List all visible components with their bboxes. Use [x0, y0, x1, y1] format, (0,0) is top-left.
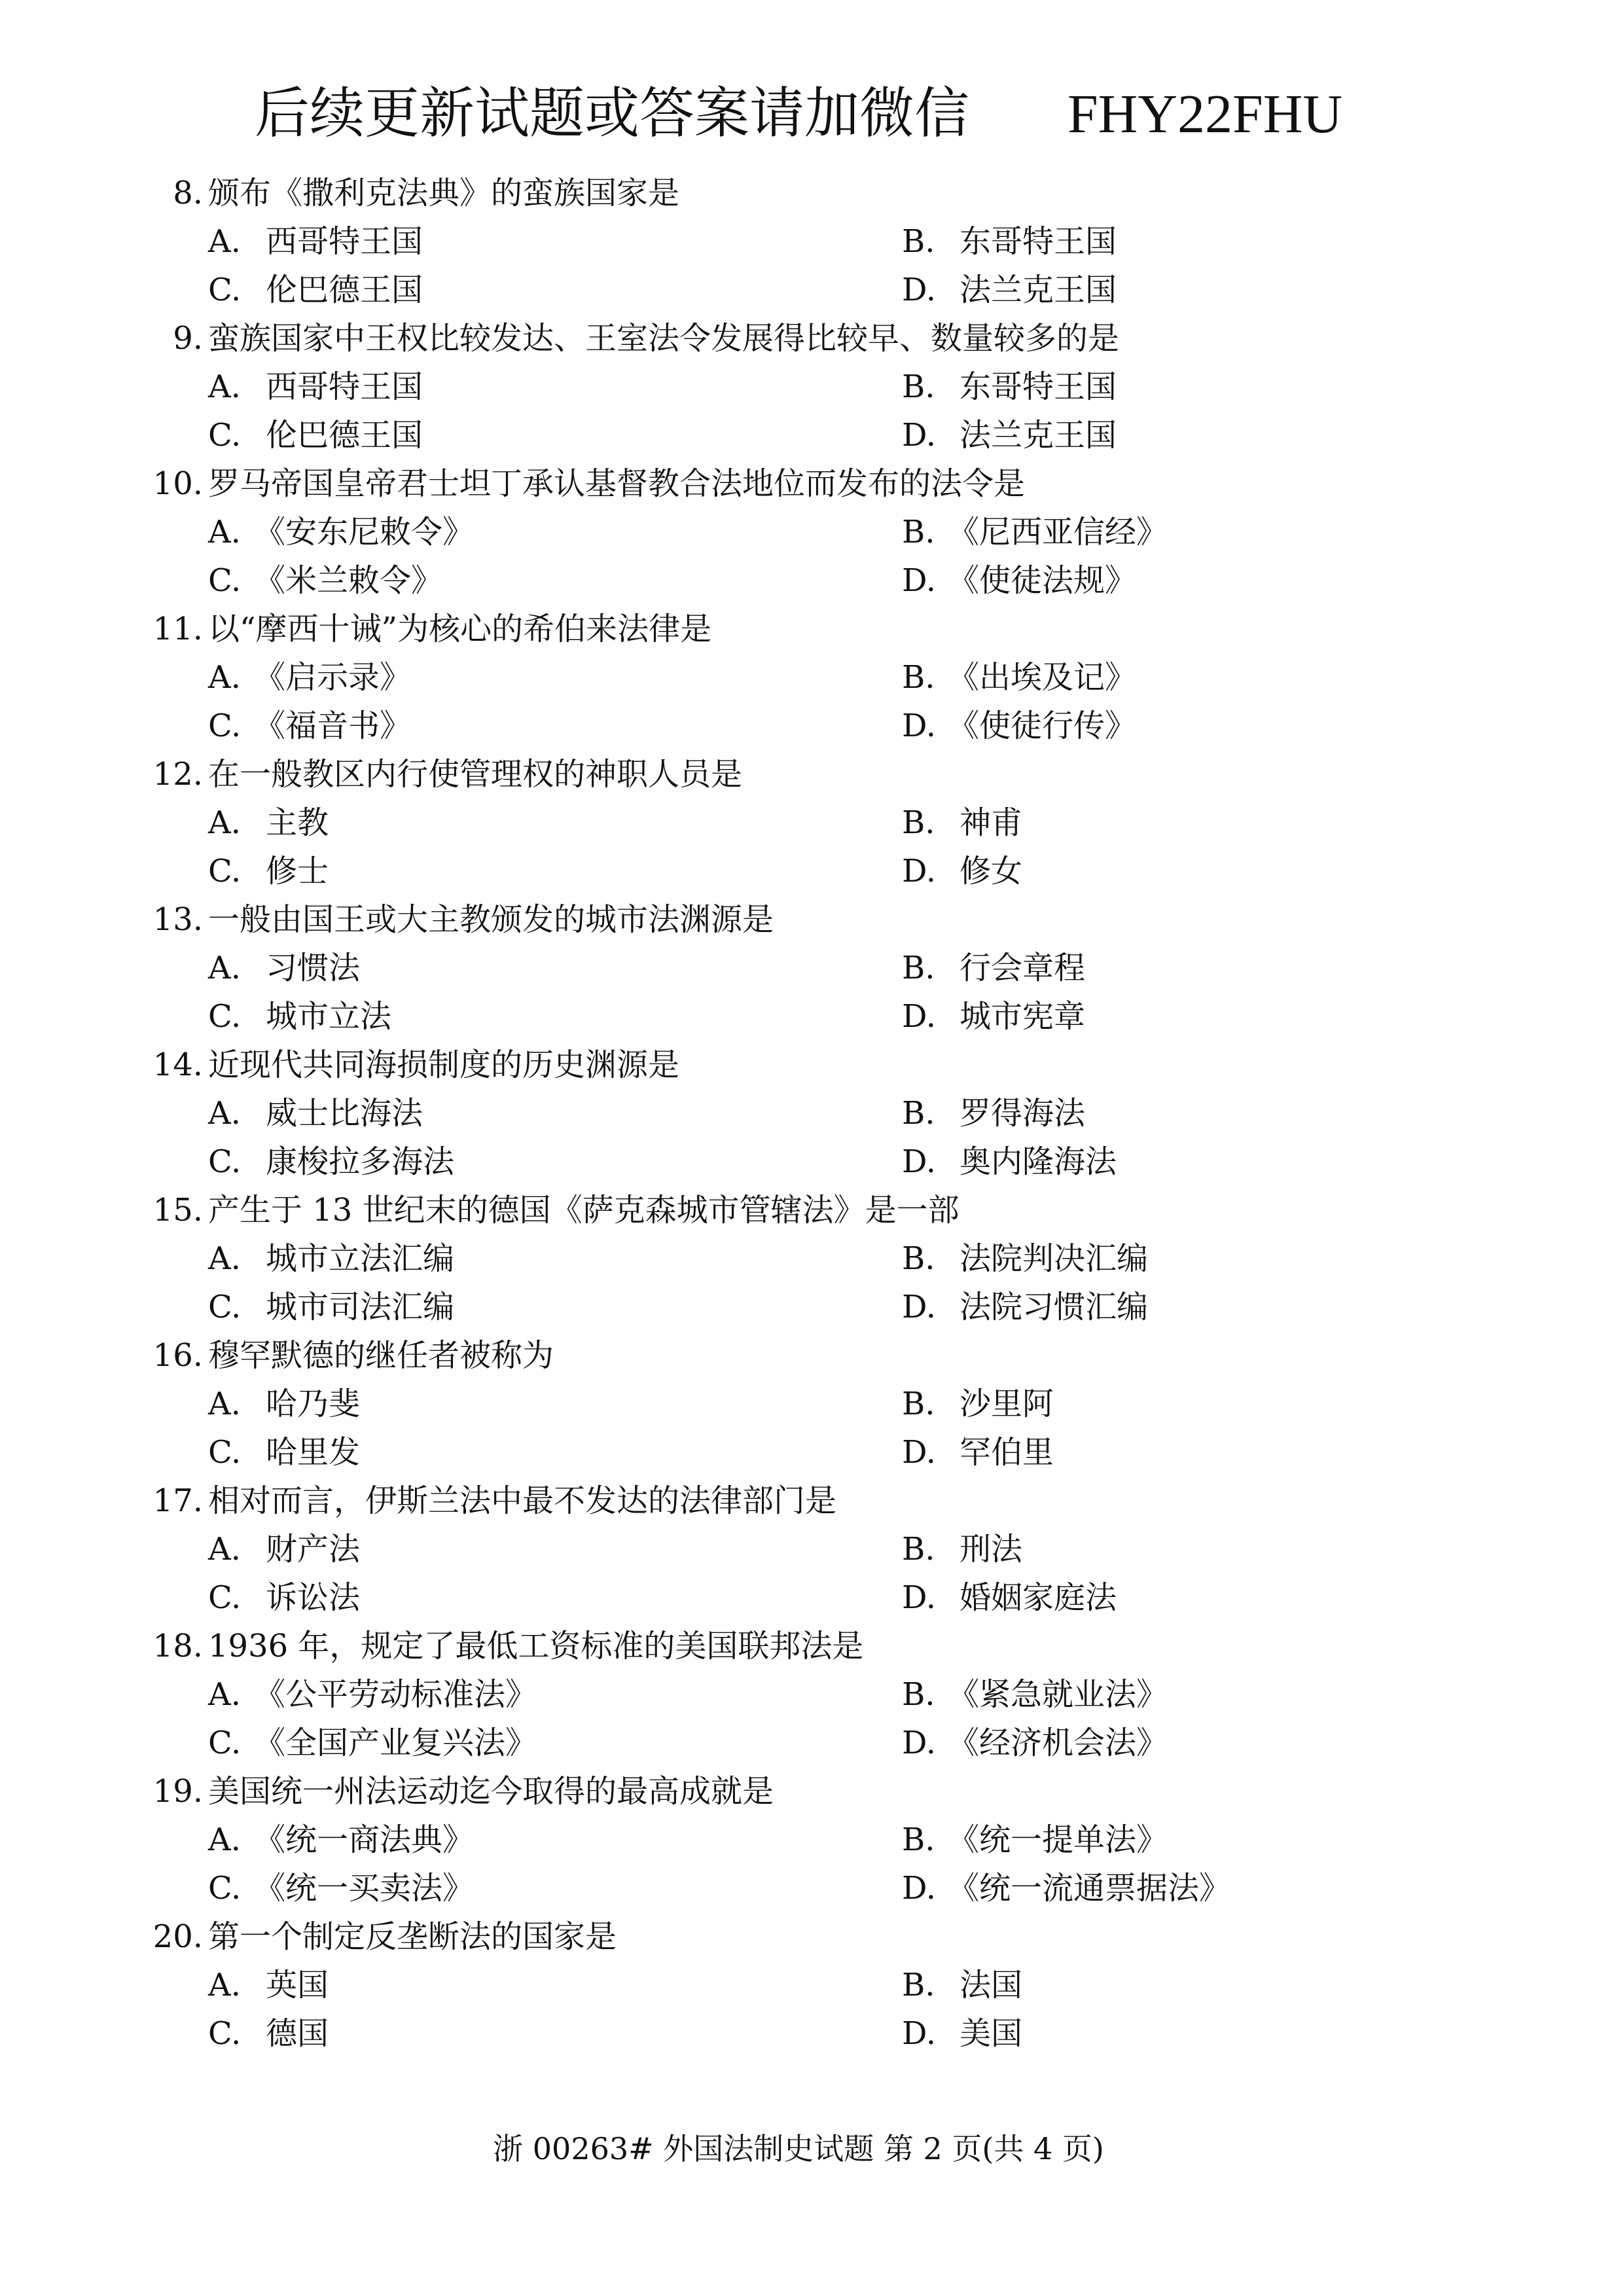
- option-c: [208, 266, 423, 314]
- option-text: 《紧急就业法》: [948, 1676, 1168, 1713]
- option-a: [208, 1089, 423, 1138]
- option-d: [902, 411, 1117, 459]
- question-16: [0, 1331, 1597, 1477]
- option-row: [0, 1234, 1597, 1283]
- option-letter: C.: [208, 272, 242, 308]
- option-text: 沙里阿: [960, 1386, 1054, 1422]
- option-c: [208, 411, 423, 459]
- option-b: [902, 508, 1168, 556]
- page-header: [0, 77, 1597, 151]
- question-number: 15.: [153, 1192, 203, 1229]
- option-b: [902, 1961, 1022, 2009]
- option-letter: D.: [902, 2015, 937, 2052]
- option-a: [208, 508, 474, 556]
- question-number: 14.: [153, 1047, 203, 1083]
- option-c: [208, 1573, 360, 1622]
- option-letter: D.: [902, 272, 937, 308]
- option-text: 罕伯里: [960, 1434, 1054, 1471]
- question-stem: 在一般教区内行使管理权的神职人员是: [208, 756, 743, 793]
- option-a: [208, 1234, 454, 1283]
- option-text: 伦巴德王国: [266, 272, 423, 308]
- question-number: 10.: [153, 465, 203, 502]
- option-letter: A.: [208, 950, 241, 986]
- option-letter: B.: [902, 1821, 935, 1858]
- option-a: [208, 1670, 537, 1719]
- question-19: [0, 1767, 1597, 1912]
- option-d: [902, 1573, 1117, 1622]
- option-text: 《统一商法典》: [254, 1821, 475, 1858]
- option-c: [208, 1428, 360, 1477]
- option-c: [208, 702, 411, 750]
- option-d: [902, 1428, 1054, 1477]
- option-letter: B.: [902, 1531, 935, 1568]
- option-d: [902, 1864, 1230, 1912]
- header-title: 后续更新试题或答案请加微信: [254, 81, 969, 145]
- question-list: [0, 169, 1597, 2058]
- option-text: 《米兰敕令》: [254, 562, 443, 599]
- option-row: [0, 508, 1597, 556]
- option-row: [0, 1573, 1597, 1622]
- option-d: [902, 1719, 1168, 1767]
- option-row: [0, 1283, 1597, 1331]
- option-letter: A.: [208, 1240, 241, 1277]
- question-stem: 1936 年，规定了最低工资标准的美国联邦法是: [208, 1628, 864, 1664]
- option-d: [902, 2009, 1022, 2058]
- option-c: [208, 992, 391, 1041]
- question-number: 19.: [153, 1773, 203, 1810]
- option-letter: C.: [208, 998, 242, 1035]
- option-text: 哈里发: [266, 1434, 361, 1471]
- option-row: [0, 1670, 1597, 1719]
- question-9: [0, 314, 1597, 459]
- header-code: FHY22FHU: [1067, 84, 1343, 145]
- question-stem: 罗马帝国皇帝君士坦丁承认基督教合法地位而发布的法令是: [208, 465, 1026, 502]
- option-letter: B.: [902, 659, 935, 696]
- option-text: 城市立法: [266, 998, 392, 1035]
- option-c: [208, 847, 329, 895]
- option-text: 财产法: [266, 1531, 361, 1568]
- option-d: [902, 266, 1117, 314]
- option-text: 《经济机会法》: [948, 1725, 1168, 1761]
- option-row: [0, 847, 1597, 895]
- question-stem-row: [0, 1622, 1597, 1670]
- option-text: 《尼西亚信经》: [948, 514, 1168, 550]
- option-letter: D.: [902, 1870, 937, 1907]
- option-row: [0, 1864, 1597, 1912]
- option-text: 城市司法汇编: [266, 1289, 455, 1325]
- question-18: [0, 1622, 1597, 1767]
- option-letter: A.: [208, 804, 241, 841]
- question-10: [0, 459, 1597, 605]
- option-a: [208, 944, 360, 992]
- question-number: 17.: [153, 1482, 203, 1519]
- option-letter: D.: [902, 998, 937, 1035]
- question-number: 12.: [153, 756, 203, 793]
- option-letter: C.: [208, 2015, 242, 2052]
- option-letter: A.: [208, 1531, 241, 1568]
- question-stem: 穆罕默德的继任者被称为: [208, 1337, 554, 1374]
- option-letter: C.: [208, 1143, 242, 1180]
- option-row: [0, 992, 1597, 1041]
- question-stem-row: [0, 1331, 1597, 1380]
- option-a: [208, 1816, 474, 1864]
- option-text: 诉讼法: [266, 1579, 361, 1616]
- option-letter: D.: [902, 1434, 937, 1471]
- question-stem: 一般由国王或大主教颁发的城市法渊源是: [208, 901, 774, 938]
- question-number: 13.: [153, 901, 203, 938]
- option-letter: D.: [902, 417, 937, 454]
- option-a: [208, 798, 329, 847]
- option-letter: C.: [208, 1434, 242, 1471]
- option-text: 修女: [960, 853, 1023, 889]
- option-letter: D.: [902, 1725, 937, 1761]
- option-a: [208, 1525, 360, 1573]
- question-stem: 相对而言，伊斯兰法中最不发达的法律部门是: [208, 1482, 837, 1519]
- question-stem-row: [0, 895, 1597, 944]
- option-letter: D.: [902, 853, 937, 889]
- option-letter: B.: [902, 1967, 935, 2003]
- option-text: 城市宪章: [960, 998, 1086, 1035]
- option-text: 威士比海法: [266, 1095, 423, 1132]
- option-text: 《统一提单法》: [948, 1821, 1168, 1858]
- option-b: [902, 798, 1022, 847]
- question-stem-row: [0, 605, 1597, 653]
- option-text: 《统一流通票据法》: [948, 1870, 1231, 1907]
- question-stem-row: [0, 314, 1597, 363]
- question-stem-row: [0, 1477, 1597, 1525]
- option-d: [902, 702, 1136, 750]
- option-text: 法国: [960, 1967, 1023, 2003]
- question-8: [0, 169, 1597, 314]
- question-stem-row: [0, 459, 1597, 508]
- option-row: [0, 2009, 1597, 2058]
- option-a: [208, 217, 423, 266]
- question-number: 8.: [173, 175, 203, 211]
- option-text: 刑法: [960, 1531, 1023, 1568]
- option-letter: A.: [208, 659, 241, 696]
- question-stem: 以“摩西十诫”为核心的希伯来法律是: [208, 611, 712, 647]
- option-b: [902, 1525, 1022, 1573]
- option-letter: A.: [208, 223, 241, 260]
- option-text: 习惯法: [266, 950, 361, 986]
- option-a: [208, 363, 423, 411]
- option-row: [0, 1428, 1597, 1477]
- question-12: [0, 750, 1597, 895]
- option-d: [902, 992, 1085, 1041]
- option-row: [0, 556, 1597, 605]
- option-text: 城市立法汇编: [266, 1240, 455, 1277]
- option-text: 《安东尼敕令》: [254, 514, 475, 550]
- question-number: 18.: [153, 1628, 203, 1664]
- option-b: [902, 1816, 1168, 1864]
- question-11: [0, 605, 1597, 750]
- question-13: [0, 895, 1597, 1041]
- option-letter: B.: [902, 1095, 935, 1132]
- question-stem: 颁布《撒利克法典》的蛮族国家是: [208, 175, 680, 211]
- option-text: 法院习惯汇编: [960, 1289, 1149, 1325]
- option-letter: B.: [902, 1676, 935, 1713]
- option-b: [902, 1234, 1148, 1283]
- option-text: 法院判决汇编: [960, 1240, 1149, 1277]
- option-b: [902, 1380, 1054, 1428]
- option-row: [0, 1525, 1597, 1573]
- option-letter: A.: [208, 1676, 241, 1713]
- option-row: [0, 1719, 1597, 1767]
- question-17: [0, 1477, 1597, 1622]
- option-letter: B.: [902, 514, 935, 550]
- option-b: [902, 363, 1117, 411]
- option-row: [0, 702, 1597, 750]
- option-letter: D.: [902, 1143, 937, 1180]
- question-number: 11.: [153, 611, 203, 647]
- option-row: [0, 1380, 1597, 1428]
- option-text: 西哥特王国: [266, 223, 423, 260]
- option-row: [0, 411, 1597, 459]
- option-letter: D.: [902, 562, 937, 599]
- option-text: 德国: [266, 2015, 329, 2052]
- option-text: 神甫: [960, 804, 1023, 841]
- option-text: 法兰克王国: [960, 272, 1117, 308]
- page-footer: 浙 00263# 外国法制史试题 第 2 页(共 4 页): [493, 2131, 1104, 2166]
- option-row: [0, 363, 1597, 411]
- option-c: [208, 2009, 329, 2058]
- option-text: 行会章程: [960, 950, 1086, 986]
- question-stem-row: [0, 1041, 1597, 1089]
- question-15: [0, 1186, 1597, 1331]
- option-letter: D.: [902, 1579, 937, 1616]
- option-row: [0, 1816, 1597, 1864]
- option-letter: C.: [208, 1870, 242, 1907]
- option-text: 《出埃及记》: [948, 659, 1137, 696]
- option-text: 东哥特王国: [960, 368, 1117, 405]
- option-row: [0, 1961, 1597, 2009]
- question-stem: 美国统一州法运动迄今取得的最高成就是: [208, 1773, 774, 1810]
- option-letter: C.: [208, 1725, 242, 1761]
- option-a: [208, 1380, 360, 1428]
- option-text: 《使徒法规》: [948, 562, 1137, 599]
- option-letter: B.: [902, 1240, 935, 1277]
- question-number: 9.: [173, 320, 203, 357]
- question-stem: 蛮族国家中王权比较发达、王室法令发展得比较早、数量较多的是: [208, 320, 1120, 357]
- option-d: [902, 556, 1136, 605]
- option-a: [208, 1961, 329, 2009]
- question-stem-row: [0, 169, 1597, 217]
- option-text: 康梭拉多海法: [266, 1143, 455, 1180]
- option-letter: B.: [902, 368, 935, 405]
- question-number: 16.: [153, 1337, 203, 1374]
- option-a: [208, 653, 411, 702]
- option-row: [0, 1138, 1597, 1186]
- option-letter: C.: [208, 562, 242, 599]
- option-row: [0, 266, 1597, 314]
- option-b: [902, 1670, 1168, 1719]
- option-text: 奥内隆海法: [960, 1143, 1117, 1180]
- option-text: 西哥特王国: [266, 368, 423, 405]
- option-b: [902, 1089, 1085, 1138]
- option-letter: D.: [902, 708, 937, 744]
- question-stem: 产生于 13 世纪末的德国《萨克森城市管辖法》是一部: [208, 1192, 960, 1229]
- option-letter: C.: [208, 417, 242, 454]
- option-text: 主教: [266, 804, 329, 841]
- option-c: [208, 1864, 474, 1912]
- option-text: 《全国产业复兴法》: [254, 1725, 537, 1761]
- option-c: [208, 556, 442, 605]
- option-c: [208, 1138, 454, 1186]
- question-stem-row: [0, 1767, 1597, 1816]
- option-row: [0, 653, 1597, 702]
- option-row: [0, 1089, 1597, 1138]
- option-letter: A.: [208, 1967, 241, 2003]
- option-b: [902, 217, 1117, 266]
- option-letter: C.: [208, 853, 242, 889]
- option-text: 伦巴德王国: [266, 417, 423, 454]
- question-20: [0, 1912, 1597, 2058]
- option-letter: A.: [208, 1386, 241, 1422]
- option-text: 东哥特王国: [960, 223, 1117, 260]
- option-letter: C.: [208, 708, 242, 744]
- option-c: [208, 1719, 537, 1767]
- option-letter: B.: [902, 804, 935, 841]
- option-d: [902, 1283, 1148, 1331]
- question-number: 20.: [153, 1918, 203, 1955]
- option-text: 《启示录》: [254, 659, 412, 696]
- option-b: [902, 653, 1136, 702]
- question-stem: 近现代共同海损制度的历史渊源是: [208, 1047, 680, 1083]
- option-text: 《使徒行传》: [948, 708, 1137, 744]
- option-letter: C.: [208, 1579, 242, 1616]
- option-letter: A.: [208, 368, 241, 405]
- option-row: [0, 798, 1597, 847]
- option-letter: B.: [902, 1386, 935, 1422]
- option-c: [208, 1283, 454, 1331]
- option-letter: A.: [208, 1821, 241, 1858]
- question-stem-row: [0, 1186, 1597, 1234]
- question-14: [0, 1041, 1597, 1186]
- option-text: 修士: [266, 853, 329, 889]
- option-row: [0, 944, 1597, 992]
- option-text: 英国: [266, 1967, 329, 2003]
- option-text: 《福音书》: [254, 708, 412, 744]
- option-text: 罗得海法: [960, 1095, 1086, 1132]
- option-text: 美国: [960, 2015, 1023, 2052]
- option-d: [902, 1138, 1117, 1186]
- option-d: [902, 847, 1022, 895]
- option-letter: C.: [208, 1289, 242, 1325]
- option-b: [902, 944, 1085, 992]
- option-letter: D.: [902, 1289, 937, 1325]
- option-letter: A.: [208, 514, 241, 550]
- option-text: 婚姻家庭法: [960, 1579, 1117, 1616]
- option-text: 《统一买卖法》: [254, 1870, 475, 1907]
- option-text: 法兰克王国: [960, 417, 1117, 454]
- option-letter: B.: [902, 223, 935, 260]
- option-letter: B.: [902, 950, 935, 986]
- option-text: 《公平劳动标准法》: [254, 1676, 537, 1713]
- question-stem: 第一个制定反垄断法的国家是: [208, 1918, 617, 1955]
- question-stem-row: [0, 750, 1597, 798]
- option-row: [0, 217, 1597, 266]
- option-text: 哈乃斐: [266, 1386, 361, 1422]
- option-letter: A.: [208, 1095, 241, 1132]
- question-stem-row: [0, 1912, 1597, 1961]
